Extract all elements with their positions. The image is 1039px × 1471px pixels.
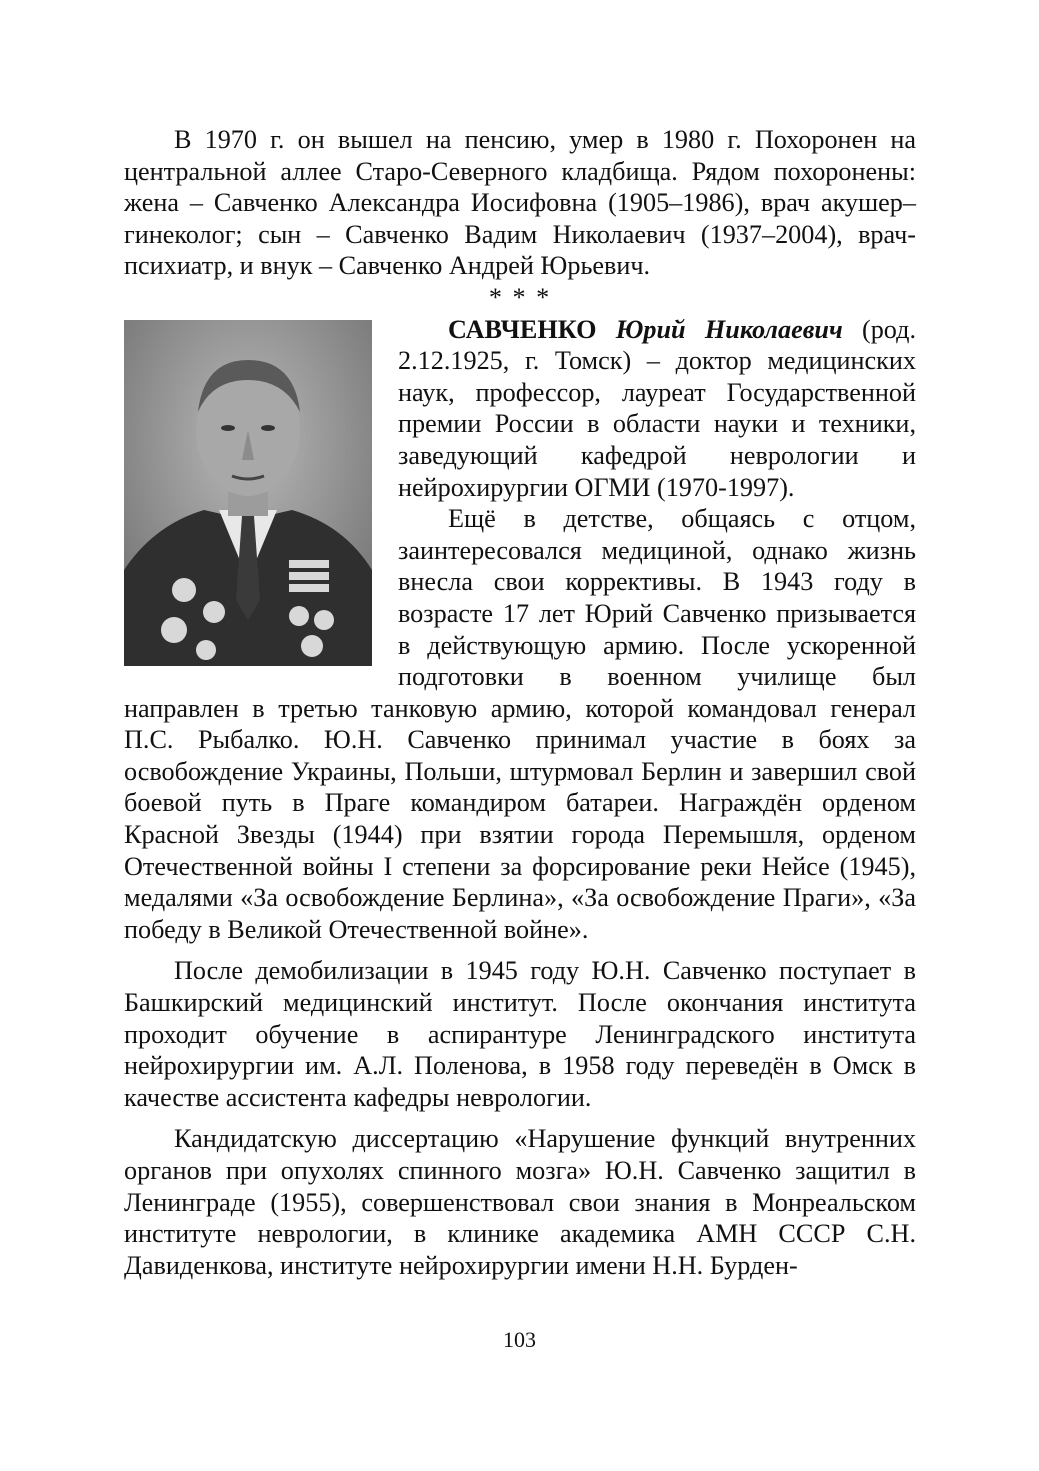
paragraph-dissertation: Кандидатскую диссертацию «Нарушение функций внутренних органов при опухолях спинного мозга» Ю.Н. Савченко защитил в Ленинграде (1955), совершенствовал свои знания в Монреальском институте неврологии, в клинике академика АМН СССР С.Н. Давиденкова, институте нейрохирургии имени Н.Н. Бурден-	[124, 1124, 916, 1280]
portrait-photo	[124, 320, 372, 666]
section-separator: * * *	[488, 282, 552, 312]
paragraph-military: Ещё в детстве, общаясь с отцом, заинтересовался медициной, однако жизнь внесла свои коррективы. В 1943 году в возрасте 17 лет Юрий Савченко призывается в действующую армию. После ускоренной подготовки в военном училище был направлен в третью танковую армию, которой командовал генерал П.С. Рыбалко. Ю.Н. Савченко принимал участие в боях за освобождение Украины, Польши, штурмовал Берлин и завершил свой боевой путь в Праге командиром батареи. Награждён орденом Красной Звезды (1944) при взятии города Перемышля, орденом Отечественной войны I степени за форсирование реки Нейсе (1945), медалями «За освобождение Берлина», «За освобождение Праги», «За победу в Великой Отечественной войне».	[124, 504, 916, 944]
page-body	[124, 124, 916, 1281]
entry-surname: САВЧЕНКО	[448, 314, 597, 344]
entry-intro-text: (род. 2.12.1925, г. Томск) – доктор медицинских наук, профессор, лауреат Государственной премии России в области науки и техники, заведующий кафедрой неврологии и нейрохирургии ОГМИ (1970-1997).	[398, 314, 916, 502]
paragraph-burial: В 1970 г. он вышел на пенсию, умер в 1980 г. Похоронен на центральной аллее Старо-Северного кладбища. Рядом похоронены: жена – Савченко Александра Иосифовна (1905–1986), врач акушер–гинеколог; сын – Савченко Вадим Николаевич (1937–2004), врач-психиатр, и внук – Савченко Андрей Юрьевич.	[124, 125, 916, 281]
entry-given-names: Юрий Николаевич	[615, 314, 843, 344]
paragraph-education: После демобилизации в 1945 году Ю.Н. Савченко поступает в Башкирский медицинский институт. После окончания института проходит обучение в аспирантуре Ленинградского института нейрохирургии им. А.Л. Поленова, в 1958 году переведён в Омск в качестве ассистента кафедры неврологии.	[124, 956, 916, 1112]
portrait-illustration	[124, 320, 372, 666]
page-number: 103	[503, 1327, 536, 1352]
